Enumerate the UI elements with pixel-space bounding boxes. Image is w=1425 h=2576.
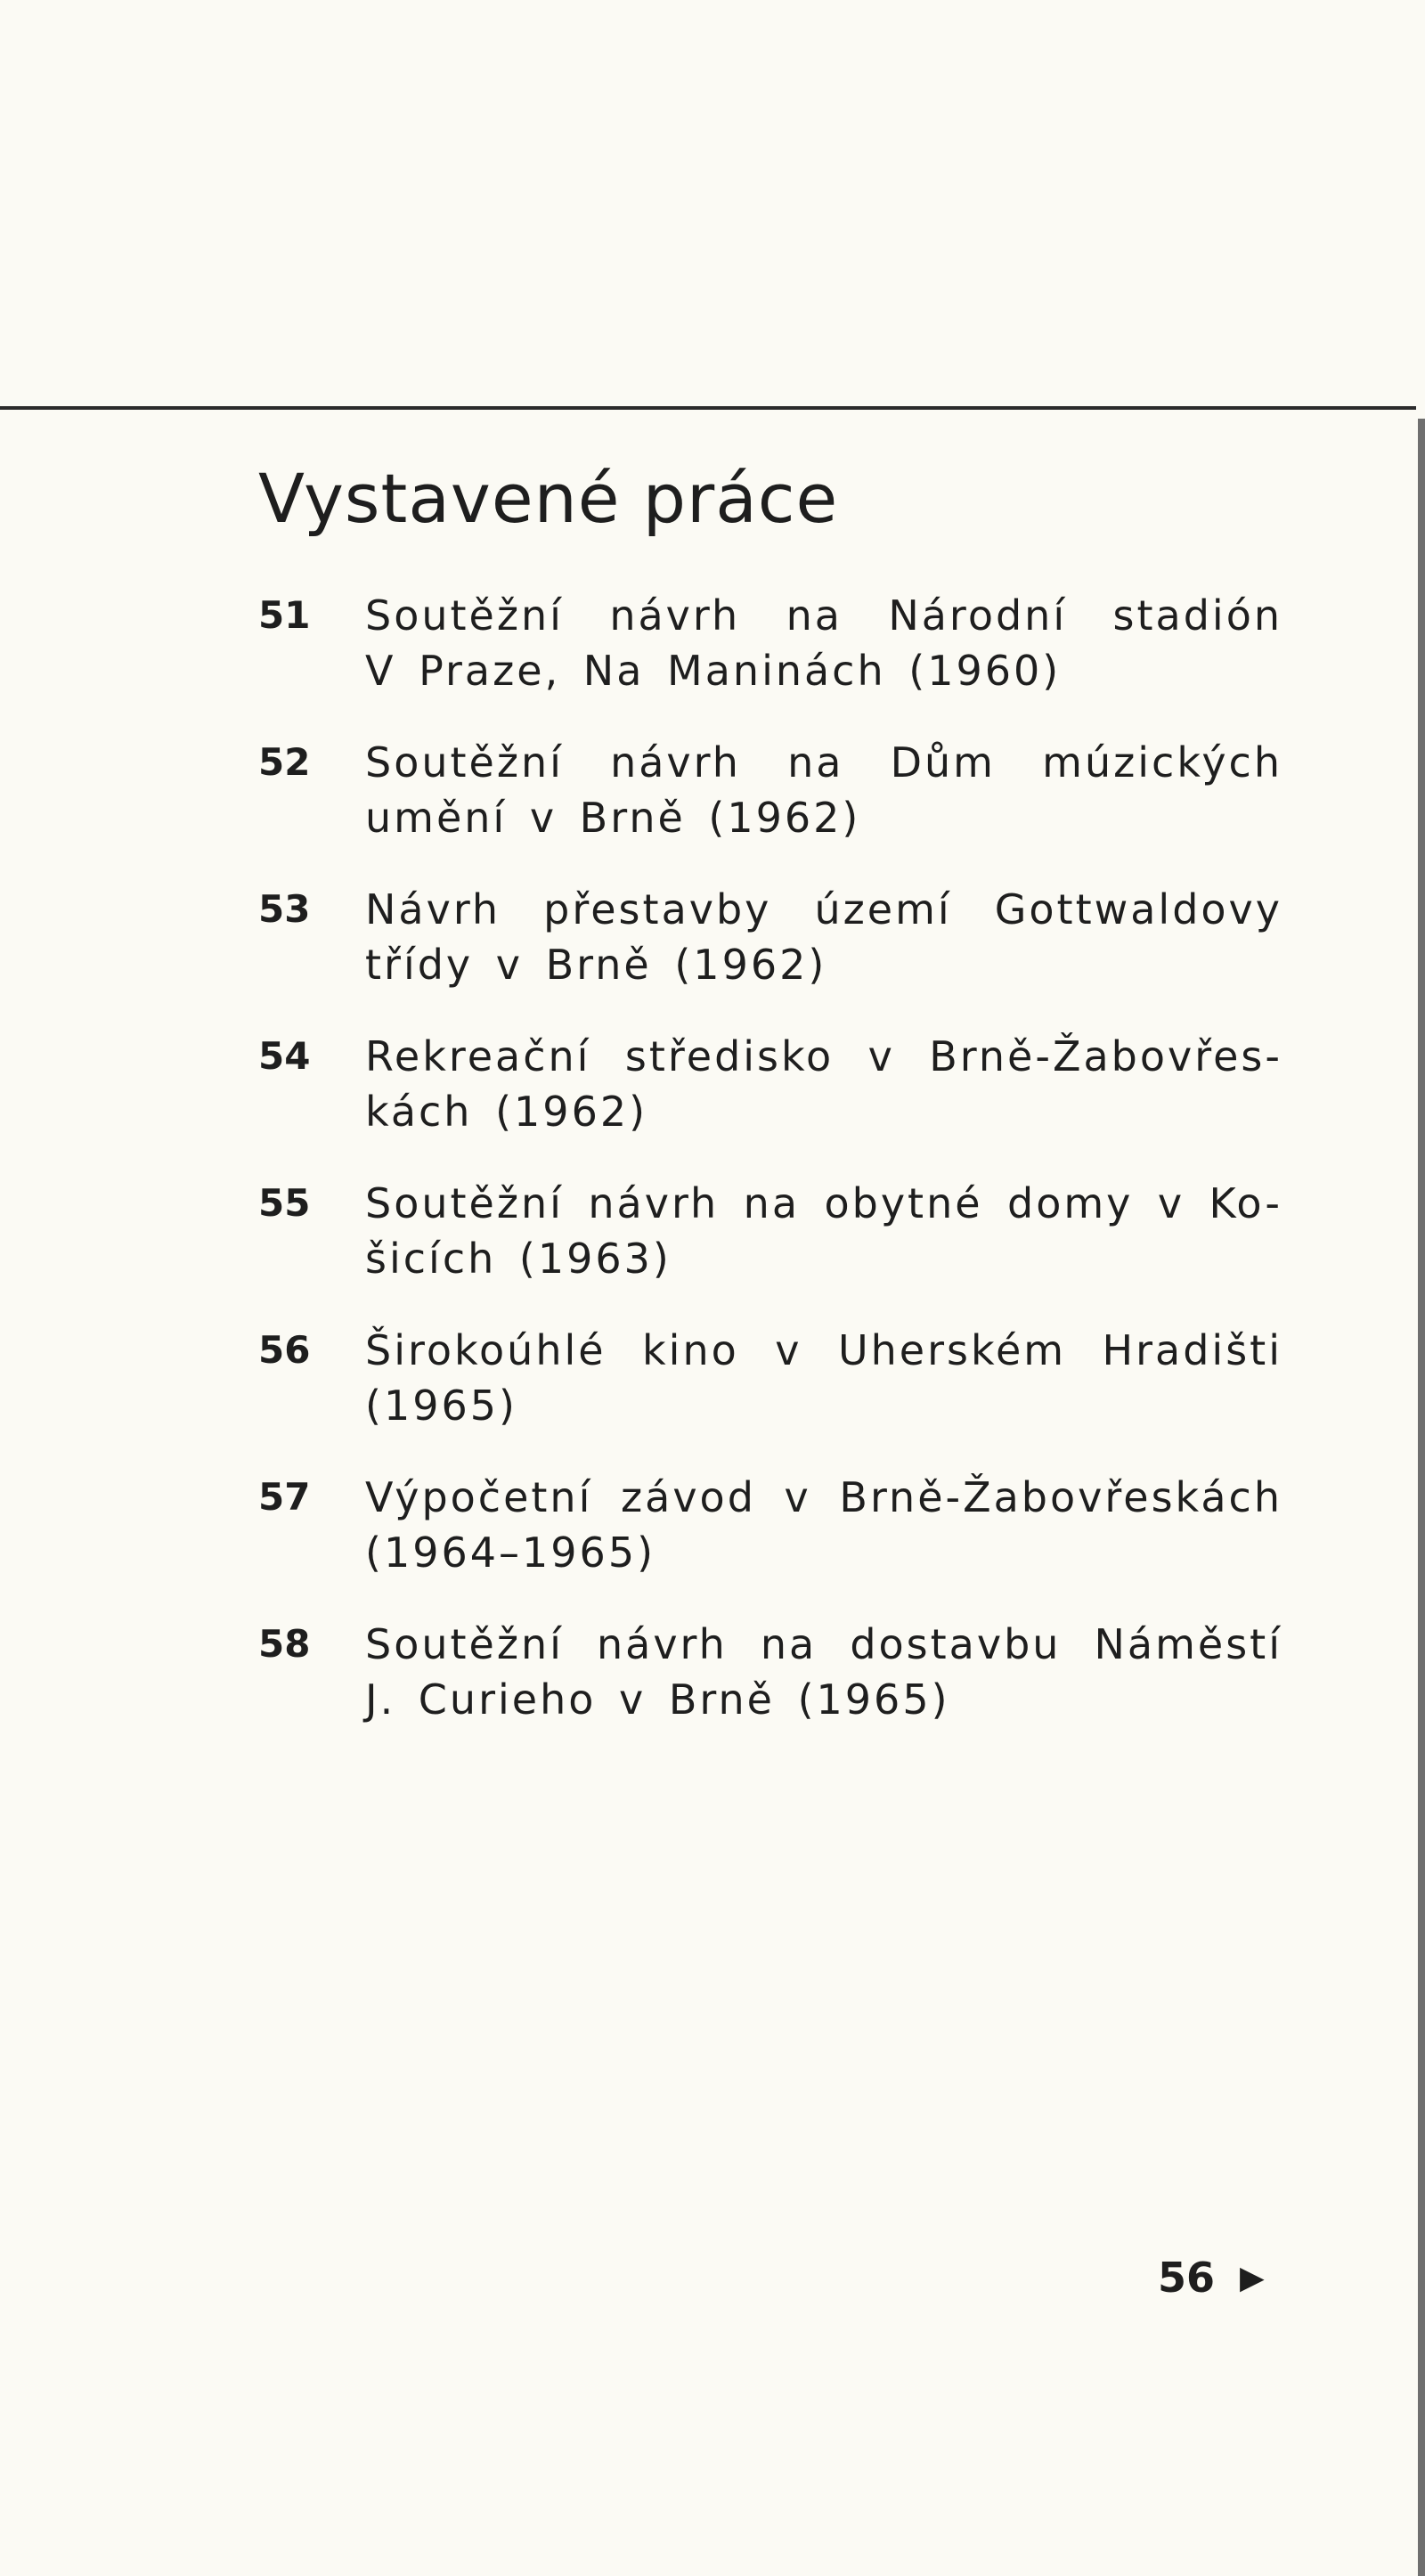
list-item xyxy=(258,1176,1282,1323)
page-number: 56 xyxy=(1158,2254,1216,2302)
item-number: 57 xyxy=(258,1475,311,1519)
item-text xyxy=(365,1617,1282,1727)
item-text xyxy=(365,1470,1282,1580)
item-text-line: (1965) xyxy=(365,1382,517,1430)
page-footer xyxy=(1158,2254,1265,2302)
item-text-line: kách (1962) xyxy=(365,1088,648,1136)
item-text-line: umění v Brně (1962) xyxy=(365,794,861,842)
item-text-line: Návrh přestavby území Gottwaldovy xyxy=(365,885,1282,933)
item-text-line: Širokoúhlé kino v Uherském Hradišti xyxy=(365,1326,1282,1374)
item-text-line: šicích (1963) xyxy=(365,1235,672,1283)
item-text-line: Výpočetní závod v Brně-Žabovřeskách xyxy=(365,1473,1282,1521)
play-arrow-icon[interactable]: ▶ xyxy=(1240,2259,1265,2296)
list-item xyxy=(258,1470,1282,1617)
item-text-line: Soutěžní návrh na dostavbu Náměstí xyxy=(365,1620,1282,1668)
item-text xyxy=(365,588,1282,698)
list-item xyxy=(258,1323,1282,1470)
item-text-line: Soutěžní návrh na Dům múzických xyxy=(365,738,1282,787)
item-text xyxy=(365,1176,1282,1286)
item-text-line: Rekreační středisko v Brně-Žabovřes- xyxy=(365,1032,1282,1080)
item-number: 56 xyxy=(258,1328,311,1372)
item-text-line: Soutěžní návrh na obytné domy v Ko- xyxy=(365,1179,1282,1227)
page-heading: Vystavené práce xyxy=(258,459,839,538)
item-text-line: (1964–1965) xyxy=(365,1528,656,1577)
item-text-line: V Praze, Na Maninách (1960) xyxy=(365,647,1062,695)
list-item xyxy=(258,1617,1282,1764)
works-list xyxy=(258,588,1282,1764)
item-number: 51 xyxy=(258,593,311,637)
item-text-line: třídy v Brně (1962) xyxy=(365,941,827,989)
top-rule-divider xyxy=(0,406,1416,410)
item-number: 53 xyxy=(258,887,311,931)
list-item xyxy=(258,882,1282,1029)
list-item xyxy=(258,588,1282,735)
item-text xyxy=(365,882,1282,992)
item-text xyxy=(365,735,1282,845)
item-text xyxy=(365,1323,1282,1433)
item-number: 54 xyxy=(258,1034,311,1078)
item-text xyxy=(365,1029,1282,1139)
item-number: 58 xyxy=(258,1622,311,1666)
item-text-line: Soutěžní návrh na Národní stadión xyxy=(365,591,1282,640)
item-text-line: J. Curieho v Brně (1965) xyxy=(365,1675,950,1724)
item-number: 55 xyxy=(258,1181,311,1225)
list-item xyxy=(258,1029,1282,1176)
list-item xyxy=(258,735,1282,882)
item-number: 52 xyxy=(258,740,311,784)
page-edge-shadow xyxy=(1418,419,1425,2576)
